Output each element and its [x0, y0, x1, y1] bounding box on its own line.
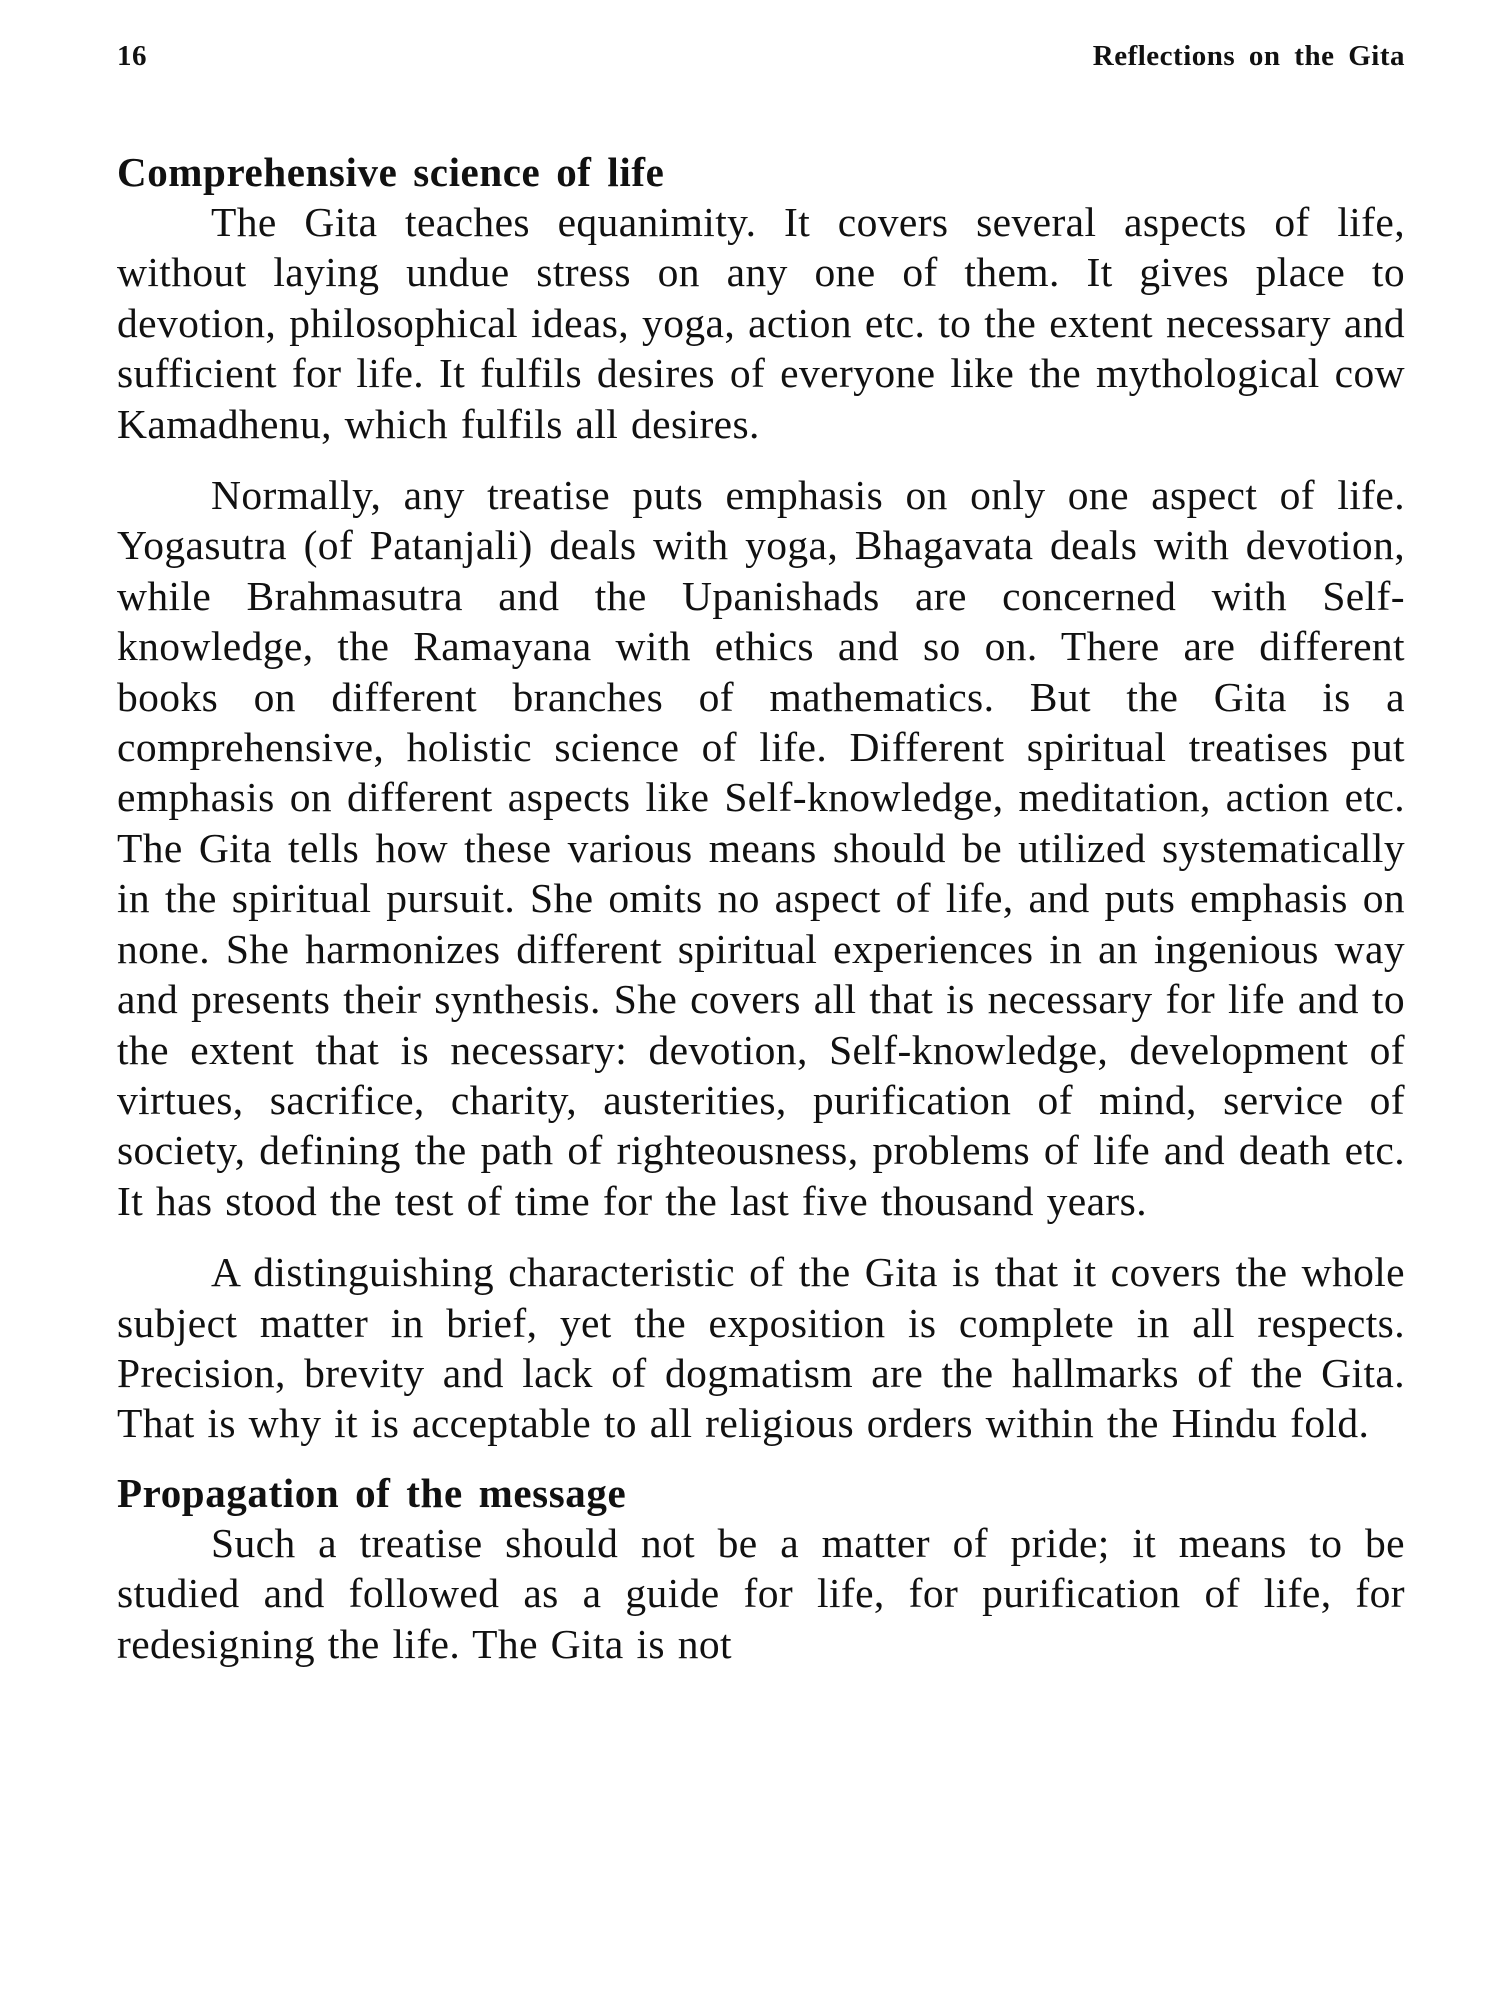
section-heading: Comprehensive science of life: [117, 149, 665, 195]
page-number: 16: [117, 40, 147, 72]
running-head: [117, 40, 1405, 73]
body-paragraph: The Gita teaches equanimity. It covers several aspects of life, without laying undue stress on any one of them. It gives place to devotion, philosophical ideas, yoga, action etc. to the extent necessary and sufficient for life. It fulfils desires of everyone like the mythological cow Kamadhenu, which fulfils all desires.: [117, 199, 1405, 447]
book-page: [117, 0, 1405, 2000]
section-heading: Propagation of the message: [117, 1469, 627, 1516]
running-title: Reflections on the Gita: [1092, 40, 1405, 72]
body-paragraph: A distinguishing characteristic of the Gita is that it covers the whole subject matter in brief, yet the exposition is complete in all respects. Precision, brevity and lack of dogmatism are the hallmarks of the Gita. That is why it is acceptable to all religious orders within the Hindu fold.: [117, 1249, 1405, 1447]
page-body: [117, 147, 1405, 1669]
body-paragraph: Normally, any treatise puts emphasis on only one aspect of life. Yogasutra (of Patanjali) deals with yoga, Bhagavata deals with devotion, while Brahmasutra and the Upanishads are concerned with Self-knowledge, the Ramayana with ethics and so on. There are different books on different branches of mathematics. But the Gita is a comprehensive, holistic science of life. Different spiritual treatises put emphasis on different aspects like Self-knowledge, meditation, action etc. The Gita tells how these various means should be utilized systematically in the spiritual pursuit. She omits no aspect of life, and puts emphasis on none. She harmonizes different spiritual experiences in an ingenious way and presents their synthesis. She covers all that is necessary for life and to the extent that is necessary: devotion, Self-knowledge, development of virtues, sacrifice, charity, austerities, purification of mind, service of society, defining the path of righteousness, problems of life and death etc. It has stood the test of time for the last five thousand years.: [117, 472, 1405, 1224]
body-paragraph: Such a treatise should not be a matter of pride; it means to be studied and followed as a guide for life, for purification of life, for redesigning the life. The Gita is not: [117, 1519, 1405, 1667]
